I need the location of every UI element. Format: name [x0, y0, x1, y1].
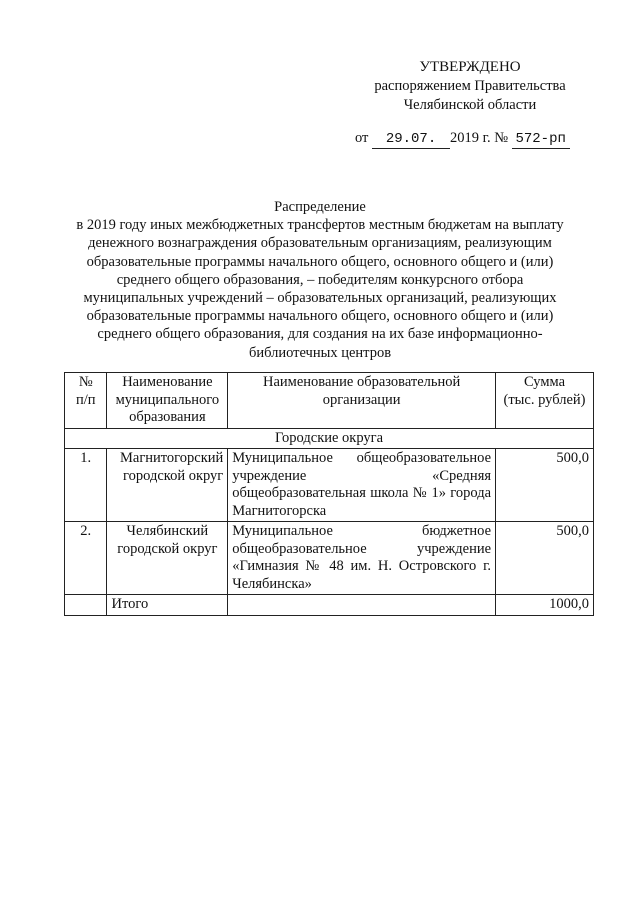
title-line: библиотечных центров	[248, 344, 392, 361]
table-row	[65, 449, 594, 522]
table-row	[65, 522, 594, 595]
table-header-row	[65, 373, 594, 429]
document-title	[70, 198, 570, 362]
title-line: денежного вознаграждения образовательным организациям, реализующим	[88, 235, 552, 252]
header-municipality: Наименование муниципального образования	[107, 373, 228, 429]
approval-line-2: Челябинской области	[403, 97, 537, 113]
row-organization: Муниципальное бюджетное общеобразовательное учреждение «Гимназия № 48 им. Н. Островского г. Челябинска»	[228, 522, 496, 595]
total-org-cell	[228, 595, 496, 616]
approval-date: 29.07.	[372, 131, 450, 149]
row-municipality: Челябинский городской округ	[107, 522, 228, 595]
title-line: среднего общего образования, – победителям конкурсного отбора	[116, 271, 524, 288]
title-line: образовательные программы начального общего, основного общего и (или)	[86, 253, 554, 270]
approval-year: 2019 г. №	[450, 130, 509, 146]
row-num: 1.	[65, 449, 107, 522]
group-label: Городские округа	[65, 428, 594, 449]
title-heading: Распределение	[274, 199, 366, 215]
title-line: образовательные программы начального общего, основного общего и (или)	[86, 308, 554, 325]
header-organization: Наименование образовательной организации	[228, 373, 496, 429]
row-municipality: Магнитогорский городской округ	[107, 449, 228, 522]
title-line: в 2019 году иных межбюджетных трансфертов местным бюджетам на выплату	[76, 217, 564, 234]
row-sum: 500,0	[496, 449, 594, 522]
total-label: Итого	[107, 595, 228, 616]
total-num-cell	[65, 595, 107, 616]
distribution-table	[64, 372, 594, 616]
header-num: № п/п	[65, 373, 107, 429]
title-line: муниципальных учреждений – образовательных организаций, реализующих	[83, 290, 557, 307]
approval-stamp: УТВЕРЖДЕНО	[419, 59, 521, 75]
group-row	[65, 428, 594, 449]
row-num: 2.	[65, 522, 107, 595]
row-sum: 500,0	[496, 522, 594, 595]
approval-date-line	[355, 128, 570, 149]
title-line: среднего общего образования, для создания на их базе информационно-	[97, 326, 543, 343]
date-prefix: от	[355, 130, 369, 146]
row-organization: Муниципальное общеобразовательное учреждение «Средняя общеобразовательная школа № 1» города Магнитогорска	[228, 449, 496, 522]
approval-line-1: распоряжением Правительства	[374, 78, 566, 94]
approval-block	[345, 58, 595, 115]
total-sum: 1000,0	[496, 595, 594, 616]
approval-number: 572-рп	[512, 131, 570, 149]
header-sum: Сумма (тыс. рублей)	[496, 373, 594, 429]
total-row	[65, 595, 594, 616]
